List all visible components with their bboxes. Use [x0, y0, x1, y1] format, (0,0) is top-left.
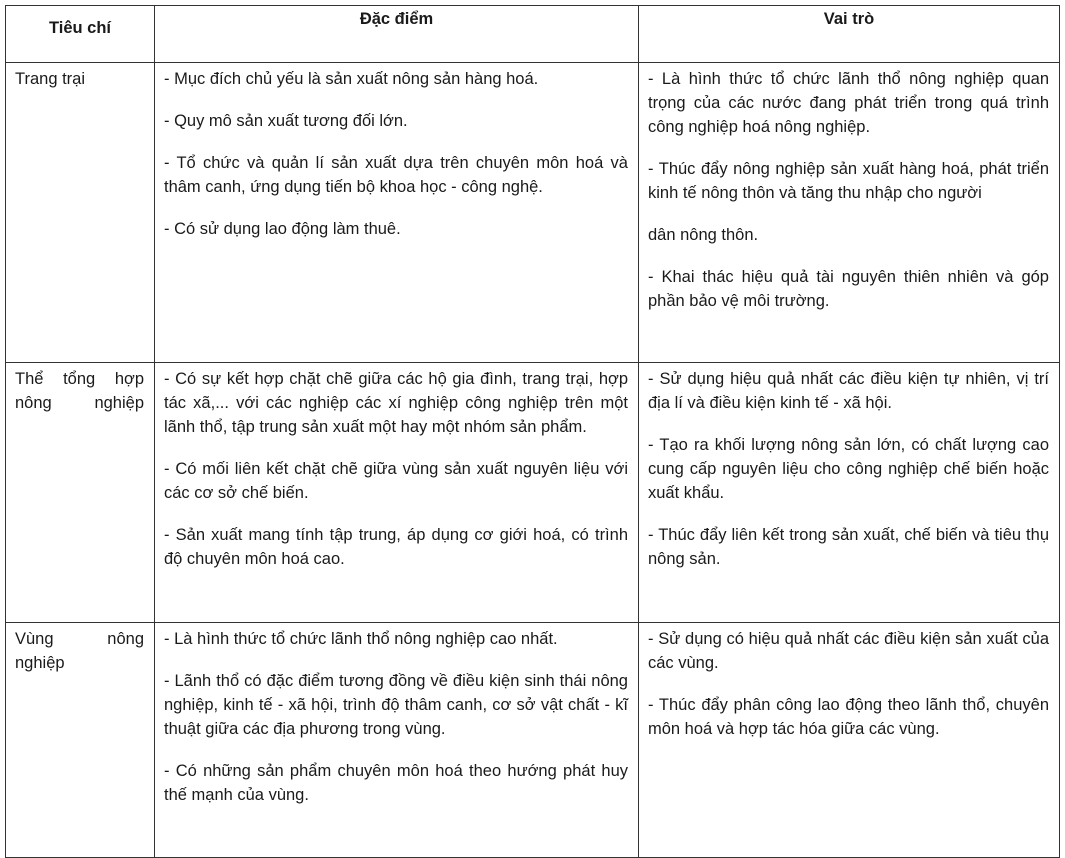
- header-criteria: [6, 6, 155, 63]
- role-item: - Sử dụng có hiệu quả nhất các điều kiện sản xuất của các vùng.: [648, 630, 1049, 672]
- feature-item: - Sản xuất mang tính tập trung, áp dụng cơ giới hoá, có trình độ chuyên môn hoá cao.: [164, 526, 628, 568]
- row-features-cell: [155, 623, 639, 858]
- feature-item: - Có sử dụng lao động làm thuê.: [164, 220, 401, 238]
- role-item: - Khai thác hiệu quả tài nguyên thiên nhiên và góp phần bảo vệ môi trường.: [648, 268, 1049, 310]
- row-features-cell: [155, 363, 639, 623]
- row-criteria-cell: [6, 623, 155, 858]
- row-criteria-cell: [6, 363, 155, 623]
- feature-item: - Tổ chức và quản lí sản xuất dựa trên chuyên môn hoá và thâm canh, ứng dụng tiến bộ khoa học - công nghệ.: [164, 154, 628, 196]
- role-item: - Thúc đẩy phân công lao động theo lãnh thổ, chuyên môn hoá và hợp tác hóa giữa các vùng.: [648, 696, 1049, 738]
- row-features-cell: [155, 63, 639, 363]
- header-row: [6, 6, 1060, 63]
- row-criteria: Trang trại: [15, 70, 85, 88]
- role-item: dân nông thôn.: [648, 226, 759, 244]
- header-criteria-label: Tiêu chí: [48, 19, 112, 37]
- feature-item: - Có những sản phẩm chuyên môn hoá theo hướng phát huy thế mạnh của vùng.: [164, 762, 628, 804]
- row-roles-cell: [639, 363, 1060, 623]
- feature-item: - Có mối liên kết chặt chẽ giữa vùng sản xuất nguyên liệu với các cơ sở chế biến.: [164, 460, 628, 502]
- row-criteria: Thể tổng hợp nông nghiệp: [15, 370, 144, 412]
- header-roles: [639, 6, 1060, 63]
- table-row: [6, 363, 1060, 623]
- feature-item: - Là hình thức tổ chức lãnh thổ nông nghiệp cao nhất.: [164, 630, 558, 648]
- feature-item: - Mục đích chủ yếu là sản xuất nông sản hàng hoá.: [164, 70, 539, 88]
- row-roles-cell: [639, 623, 1060, 858]
- feature-item: - Lãnh thổ có đặc điểm tương đồng về điều kiện sinh thái nông nghiệp, kinh tế - xã hội, trình độ thâm canh, cơ sở vật chất - kĩ thuật giữa các địa phương trong vùng.: [164, 672, 628, 738]
- role-item: - Thúc đẩy liên kết trong sản xuất, chế biến và tiêu thụ nông sản.: [648, 526, 1049, 568]
- feature-item: - Quy mô sản xuất tương đối lớn.: [164, 112, 408, 130]
- agriculture-organization-table: [5, 5, 1060, 858]
- feature-item: - Có sự kết hợp chặt chẽ giữa các hộ gia đình, trang trại, hợp tác xã,... với các nghiệp các xí nghiệp công nghiệp trên một lãnh thổ, tập trung sản xuất một hay một nhóm sản phẩm.: [164, 370, 628, 436]
- row-criteria-cell: [6, 63, 155, 363]
- header-features-label: Đặc điểm: [359, 10, 434, 28]
- table-row: [6, 623, 1060, 858]
- header-features: [155, 6, 639, 63]
- header-roles-label: Vai trò: [823, 10, 875, 28]
- row-criteria: Vùng nông nghiệp: [15, 630, 144, 672]
- row-roles-cell: [639, 63, 1060, 363]
- role-item: - Tạo ra khối lượng nông sản lớn, có chất lượng cao cung cấp nguyên liệu cho công nghiệp chế biến hoặc xuất khẩu.: [648, 436, 1049, 502]
- role-item: - Sử dụng hiệu quả nhất các điều kiện tự nhiên, vị trí địa lí và điều kiện kinh tế - xã hội.: [648, 370, 1049, 412]
- role-item: - Là hình thức tổ chức lãnh thổ nông nghiệp quan trọng của các nước đang phát triển trong quá trình công nghiệp hoá nông nghiệp.: [648, 70, 1049, 136]
- role-item: - Thúc đẩy nông nghiệp sản xuất hàng hoá, phát triển kinh tế nông thôn và tăng thu nhập cho người: [648, 160, 1049, 202]
- table-row: [6, 63, 1060, 363]
